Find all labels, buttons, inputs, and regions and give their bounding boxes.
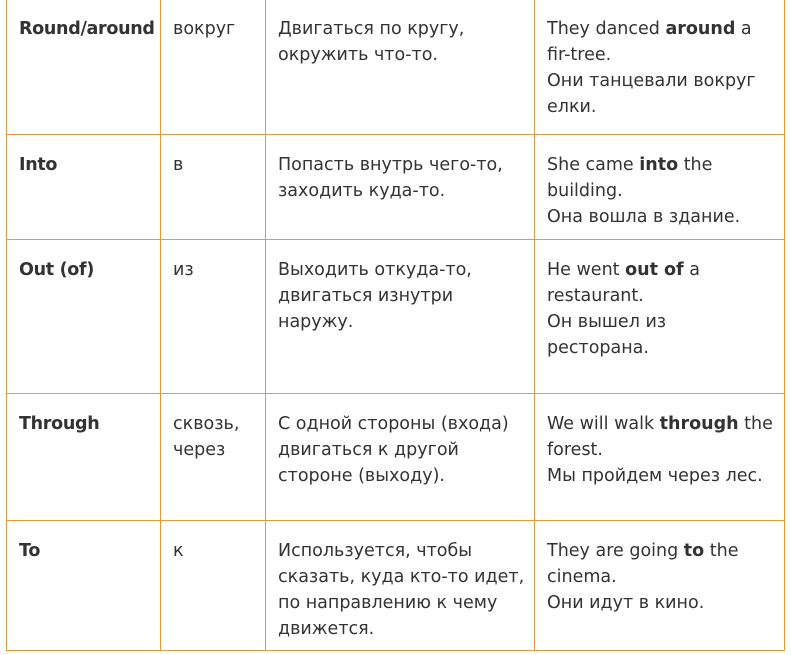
meaning-cell [266,240,535,394]
translation-line: вокруг [173,19,236,39]
table-body [7,0,785,651]
meaning-line: Двигаться по кругу, [278,19,465,39]
term-cell: Through [7,394,161,521]
highlighted-preposition: around [665,19,736,39]
meaning-cell [266,0,535,135]
meaning-cell [266,135,535,240]
meaning-line: стороне (выходу). [278,466,445,486]
example-en-line: restaurant. [547,286,644,306]
highlighted-preposition: into [639,155,679,175]
example-ru-line: Они идут в кино. [547,593,705,613]
term-cell: Into [7,135,161,240]
table-row [7,240,785,394]
example-cell [535,0,785,135]
meaning-line: двигаться изнутри [278,286,454,306]
example-cell [535,521,785,651]
example-en-line: forest. [547,440,603,460]
translation-cell [161,135,266,240]
meaning-line: наружу. [278,312,354,332]
example-en-line: fir-tree. [547,45,612,65]
example-ru-line: Он вышел из [547,312,667,332]
example-cell [535,394,785,521]
example-en-line: She came into the [547,155,713,175]
meaning-line: С одной стороны (входа) [278,414,509,434]
example-ru-line: Они танцевали вокруг [547,71,756,91]
meaning-line: сказать, куда кто-то идет, [278,567,525,587]
table-row [7,521,785,651]
table-row [7,394,785,521]
translation-line: в [173,155,184,175]
translation-line: сквозь, [173,414,240,434]
meaning-line: окружить что-то. [278,45,438,65]
meaning-line: по направлению к чему [278,593,498,613]
prepositions-table [6,0,785,651]
example-en-line: He went out of a [547,260,700,280]
example-en-line: They are going to the [547,541,739,561]
highlighted-preposition: out of [625,260,684,280]
example-cell [535,240,785,394]
example-ru-line: елки. [547,97,597,117]
translation-line: из [173,260,194,280]
highlighted-preposition: to [683,541,705,561]
term-cell: Out (of) [7,240,161,394]
meaning-cell [266,394,535,521]
example-ru-line: Она вошла в здание. [547,207,741,227]
example-en-line: building. [547,181,623,201]
example-en-line: We will walk through the [547,414,773,434]
meaning-line: Попасть внутрь чего-то, [278,155,503,175]
translation-line: к [173,541,184,561]
meaning-line: заходить куда-то. [278,181,446,201]
example-en-line: They danced around a [547,19,752,39]
meaning-line: двигаться к другой [278,440,459,460]
table-row [7,0,785,135]
highlighted-preposition: through [659,414,739,434]
translation-cell [161,521,266,651]
translation-line: через [173,440,226,460]
translation-cell [161,394,266,521]
meaning-line: Используется, чтобы [278,541,473,561]
translation-cell [161,240,266,394]
meaning-cell [266,521,535,651]
translation-cell [161,0,266,135]
example-en-line: cinema. [547,567,617,587]
meaning-line: движется. [278,619,375,639]
example-ru-line: Мы пройдем через лес. [547,466,763,486]
term-cell: To [7,521,161,651]
table-row [7,135,785,240]
term-cell: Round/around [7,0,161,135]
example-cell [535,135,785,240]
meaning-line: Выходить откуда-то, [278,260,472,280]
example-ru-line: ресторана. [547,338,649,358]
